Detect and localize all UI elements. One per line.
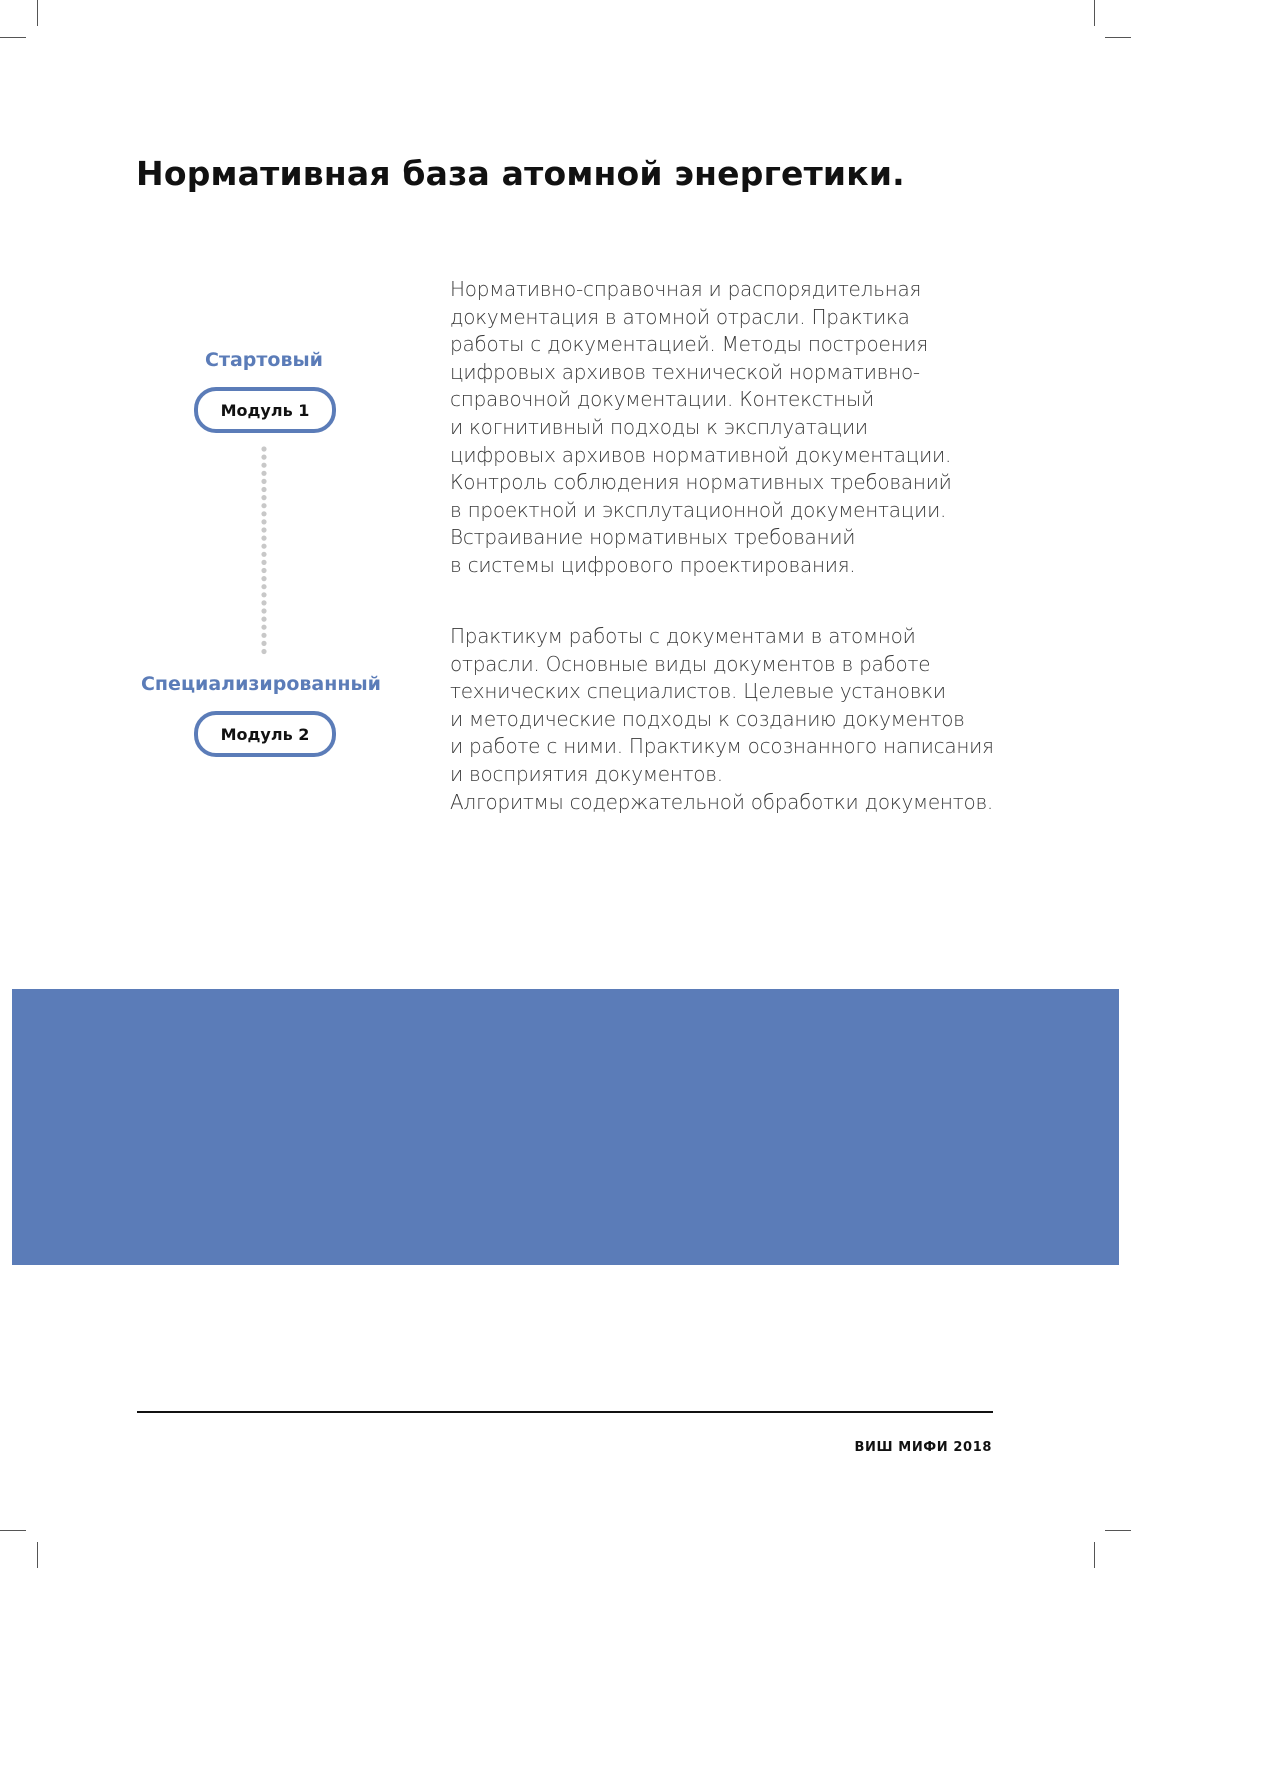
connector-dot	[261, 519, 266, 524]
description-line: цифровых архивов нормативной документации.	[450, 442, 952, 467]
description-line: Нормативно-справочная и распорядительная	[450, 277, 922, 301]
connector-dot	[261, 544, 266, 549]
description-line: в системы цифрового проектирования.	[450, 552, 856, 577]
crop-mark	[1094, 0, 1095, 26]
connector-dot	[261, 633, 266, 638]
level-label-starter: Стартовый	[205, 349, 323, 371]
module-1-badge: Модуль 1	[194, 387, 336, 433]
description-line: цифровых архивов технической нормативно-	[450, 359, 920, 384]
page-title: Нормативная база атомной энергетики.	[136, 154, 905, 193]
connector-dot	[261, 576, 266, 581]
connector-dot	[261, 617, 266, 622]
connector-dot	[261, 527, 266, 532]
description-line: отрасли. Основные виды документов в работе	[450, 651, 931, 676]
description-line: и методические подходы к созданию документов	[450, 706, 965, 731]
connector-dot	[261, 592, 266, 597]
connector-dot	[261, 455, 266, 460]
crop-mark	[0, 37, 26, 38]
dotted-connector	[258, 444, 270, 664]
connector-dot	[261, 479, 266, 484]
footer-publisher: ВИШ МИФИ 2018	[854, 1440, 992, 1455]
module-2-badge: Модуль 2	[194, 711, 336, 757]
crop-mark	[37, 0, 38, 26]
connector-dot	[261, 584, 266, 589]
level-label-specialized: Специализированный	[140, 673, 381, 695]
connector-dot	[261, 600, 266, 605]
crop-mark	[0, 1530, 26, 1531]
description-line: Контроль соблюдения нормативных требований	[450, 470, 952, 495]
connector-dot	[261, 463, 266, 468]
connector-dot	[261, 471, 266, 476]
description-line: справочной документации. Контекстный	[450, 387, 874, 412]
connector-dot	[261, 503, 266, 508]
blue-banner	[12, 989, 1119, 1265]
description-line: и когнитивный подходы к эксплуатации	[450, 414, 868, 439]
description-line: и работе с ними. Практикум осознанного написания	[450, 734, 994, 759]
crop-mark	[37, 1542, 38, 1568]
description-line: и восприятия документов.	[450, 761, 723, 786]
footer-divider	[137, 1411, 993, 1413]
description-line: работы с документацией. Методы построения	[450, 332, 928, 357]
connector-dot	[261, 536, 266, 541]
connector-dot	[261, 552, 266, 557]
description-line: Алгоритмы содержательной обработки документов.	[450, 789, 994, 814]
connector-dot	[261, 649, 266, 654]
connector-dot	[261, 487, 266, 492]
crop-mark	[1105, 37, 1131, 38]
description-line: документация в атомной отрасли. Практика	[450, 304, 910, 329]
connector-dot	[261, 625, 266, 630]
crop-mark	[1105, 1530, 1131, 1531]
connector-dot	[261, 495, 266, 500]
crop-mark	[1094, 1542, 1095, 1568]
description-line: Практикум работы с документами в атомной	[450, 624, 916, 648]
connector-dot	[261, 511, 266, 516]
description-line: в проектной и эксплутационной документации.	[450, 497, 947, 522]
connector-dot	[261, 608, 266, 613]
description-line: технических специалистов. Целевые установки	[450, 679, 946, 704]
description-line: Встраивание нормативных требований	[450, 525, 856, 550]
module-1-description	[450, 276, 1010, 580]
connector-dot	[261, 641, 266, 646]
connector-dot	[261, 560, 266, 565]
module-2-description	[450, 623, 1010, 816]
connector-dot	[261, 446, 266, 451]
connector-dot	[261, 568, 266, 573]
